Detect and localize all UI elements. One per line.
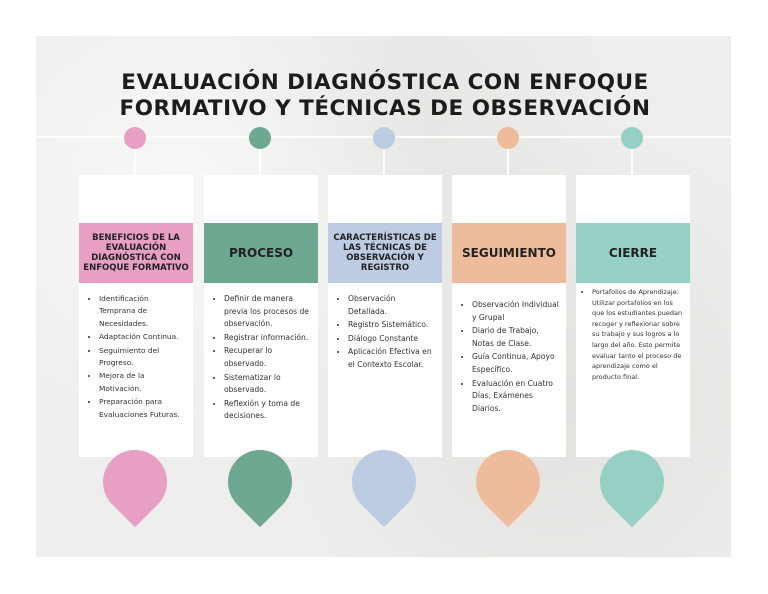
list-item: • Adaptación Continua. (99, 331, 187, 343)
column-cierre (576, 175, 690, 457)
column-caracteristicas (328, 175, 442, 457)
timeline-stem (507, 149, 509, 177)
column-beneficios (79, 175, 193, 457)
item-list (582, 287, 684, 383)
column-heading: CIERRE (576, 223, 690, 283)
item-list (212, 293, 312, 424)
list-item: • Preparación para Evaluaciones Futuras. (99, 396, 187, 421)
column-proceso (204, 175, 318, 457)
page-title: EVALUACIÓN DIAGNÓSTICA CON ENFOQUE FORMATIVO Y TÉCNICAS DE OBSERVACIÓN (119, 70, 651, 121)
list-item: • Portafolios de Aprendizaje: Utilizar portafolios en los que los estudiantes puedan recoger y reflexionar sobre su trabajo y sus logros a lo largo del año. Esto permite evaluar tanto el proceso de aprendizaje como el producto final. (592, 287, 684, 382)
timeline-dot-caracteristicas (373, 127, 395, 149)
column-heading: SEGUIMIENTO (452, 223, 566, 283)
timeline-dot-proceso (249, 127, 271, 149)
list-item: • Seguimiento del Progreso. (99, 345, 187, 370)
timeline-dot-seguimiento (497, 127, 519, 149)
timeline-stem (259, 149, 261, 177)
item-list (336, 293, 436, 373)
list-item: • Diálogo Constante (348, 333, 436, 346)
list-item: • Sistematizar lo observado. (224, 372, 312, 397)
list-item: • Guía Continua, Apoyo Específico. (472, 351, 560, 376)
timeline-dot-beneficios (124, 127, 146, 149)
column-heading: BENEFICIOS DE LA EVALUACIÓN DIAGNÓSTICA CON ENFOQUE FORMATIVO (79, 223, 193, 283)
timeline-dot-cierre (621, 127, 643, 149)
list-item: • Identificación Temprana de Necesidades. (99, 293, 187, 330)
list-item: • Aplicación Efectiva en el Contexto Escolar. (348, 346, 436, 371)
list-item: • Observación Individual y Grupal (472, 299, 560, 324)
timeline-stem (134, 149, 136, 177)
list-item: • Mejora de la Motivación. (99, 370, 187, 395)
column-seguimiento (452, 175, 566, 457)
list-item: • Diario de Trabajo, Notas de Clase. (472, 325, 560, 350)
list-item: • Recuperar lo observado. (224, 345, 312, 370)
timeline-stem (631, 149, 633, 177)
list-item: • Definir de manera previa los procesos de observación. (224, 293, 312, 331)
item-list (87, 293, 187, 422)
column-heading: PROCESO (204, 223, 318, 283)
item-list (460, 299, 560, 416)
list-item: • Reflexión y toma de decisiones. (224, 398, 312, 423)
column-heading: CARACTERÍSTICAS DE LAS TÉCNICAS DE OBSERVACIÓN Y REGISTRO (328, 223, 442, 283)
list-item: • Observación Detallada. (348, 293, 436, 318)
list-item: • Evaluación en Cuatro Días, Exámenes Diarios. (472, 378, 560, 416)
list-item: • Registro Sistemático. (348, 319, 436, 332)
timeline-stem (383, 149, 385, 177)
list-item: • Registrar información. (224, 332, 312, 345)
